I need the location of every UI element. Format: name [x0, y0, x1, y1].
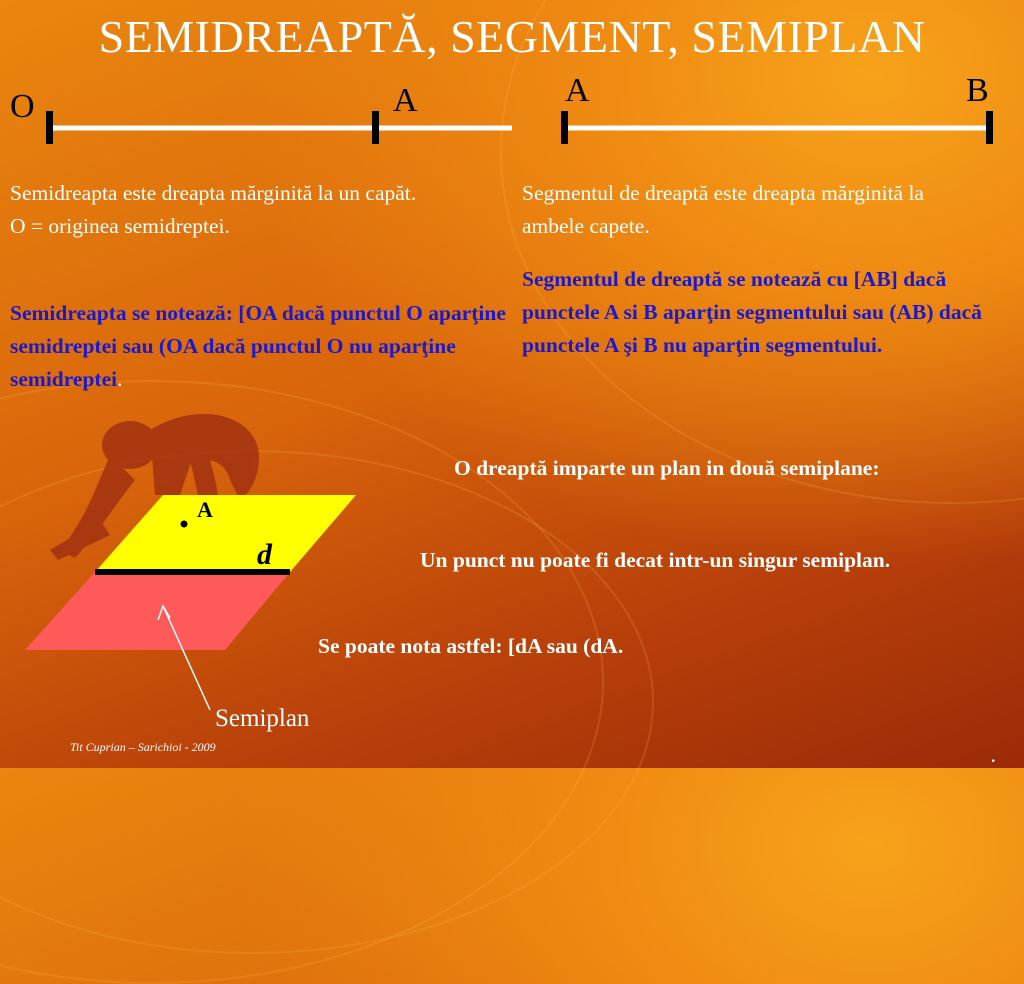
halfplane-diagram [0, 480, 380, 740]
upper-halfplane [95, 495, 356, 572]
halfplane-text-2: Un punct nu poate fi decat intr-un singur semiplan. [420, 548, 891, 572]
ray-notation-block [10, 297, 510, 396]
ray-origin-note: O = originea semidreptei. [10, 214, 230, 238]
segment-notation: Segmentul de dreaptă se notează cu [AB] dacă punctele A si B aparţin segmentului sau (AB) dacă punctele A şi B nu aparţin segmentului. [522, 267, 982, 357]
segment-label-b: B [966, 72, 989, 109]
segment-label-a: A [565, 72, 590, 109]
page-title: SEMIDREAPTĂ, SEGMENT, SEMIPLAN [98, 11, 926, 62]
halfplane-text-3: Se poate nota astfel: [dA sau (dA. [318, 634, 624, 658]
ray-notation-end: . [117, 367, 123, 391]
segment-definition: Segmentul de dreaptă este dreapta mărginită la ambele capete. [522, 181, 924, 238]
ray-origin-label: O [10, 88, 35, 125]
halfplane-caption: Semiplan [215, 705, 310, 732]
line-d-label: d [257, 538, 272, 571]
footer-credit: Tit Cuprian – Sarichioi - 2009 [70, 740, 216, 754]
ray-definition: Semidreapta este dreapta mărginită la un capăt. [10, 181, 417, 205]
ray-notation: Semidreapta se notează: [OA dacă punctul O aparţine semidreptei sau (OA dacă punctul O nu aparţine semidreptei [10, 301, 506, 391]
ray-point-label: A [393, 82, 418, 119]
ray-diagram [0, 0, 1024, 160]
halfplane-text-1: O dreaptă imparte un plan in două semiplane: [454, 456, 880, 480]
segment-tick-a [561, 111, 568, 144]
ray-point-tick [372, 111, 379, 144]
corner-mark: . [990, 742, 996, 767]
ray-definition-block [10, 177, 500, 243]
lower-halfplane [25, 572, 290, 650]
segment-tick-b [986, 111, 993, 144]
point-a [181, 521, 188, 528]
ray-origin-tick [46, 111, 53, 144]
point-a-label: A [197, 497, 213, 522]
